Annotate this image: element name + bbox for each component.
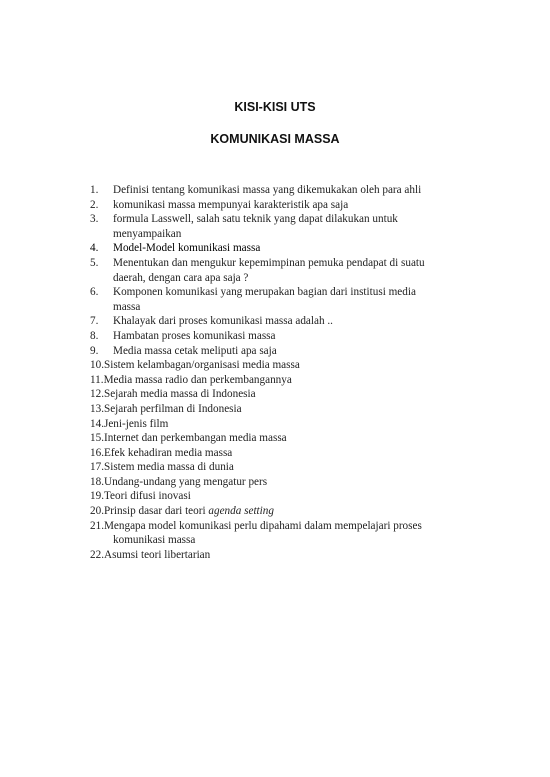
list-item: 18.Undang-undang yang mengatur pers [90, 475, 268, 488]
list-item: 6. Komponen komunikasi yang merupakan bagian dari institusi media massa [90, 286, 416, 313]
question-list [90, 183, 490, 562]
list-item: 12.Sejarah media massa di Indonesia [90, 388, 256, 401]
list-item: 8. Hambatan proses komunikasi massa [90, 329, 276, 342]
list-item: 14.Jeni-jenis film [90, 417, 169, 430]
list-item: 10.Sistem kelambagan/organisasi media massa [90, 359, 300, 372]
list-item: 9. Media massa cetak meliputi apa saja [90, 344, 277, 357]
list-item: 22.Asumsi teori libertarian [90, 548, 211, 561]
list-item: 3. formula Lasswell, salah satu teknik yang dapat dilakukan untuk menyampaikan [90, 213, 398, 240]
list-item: 5. Menentukan dan mengukur kepemimpinan pemuka pendapat di suatu daerah, dengan cara apa saja ? [90, 256, 425, 284]
list-item: 11.Media massa radio dan perkembangannya [90, 373, 292, 386]
list-item: 2. komunikasi massa mempunyai karakteristik apa saja [90, 198, 349, 211]
list-item: 17.Sistem media massa di dunia [90, 461, 234, 474]
document-subtitle: KOMUNIKASI MASSA [210, 132, 340, 146]
list-item: 21.Mengapa model komunikasi perlu dipahami dalam mempelajari proses komunikasi massa [90, 519, 422, 547]
list-item: 7. Khalayak dari proses komunikasi massa adalah .. [90, 315, 333, 328]
list-item: 19.Teori difusi inovasi [90, 490, 191, 503]
document-title: KISI-KISI UTS [234, 100, 316, 114]
list-item: 15.Internet dan perkembangan media massa [90, 432, 287, 445]
list-item: 13.Sejarah perfilman di Indonesia [90, 402, 242, 415]
list-item: 1. Definisi tentang komunikasi massa yang dikemukakan oleh para ahli [90, 184, 422, 196]
list-item: 20.Prinsip dasar dari teori agenda setting [90, 505, 274, 518]
list-item: 16.Efek kehadiran media massa [90, 446, 233, 459]
list-item: 4. Model-Model komunikasi massa [90, 242, 261, 255]
